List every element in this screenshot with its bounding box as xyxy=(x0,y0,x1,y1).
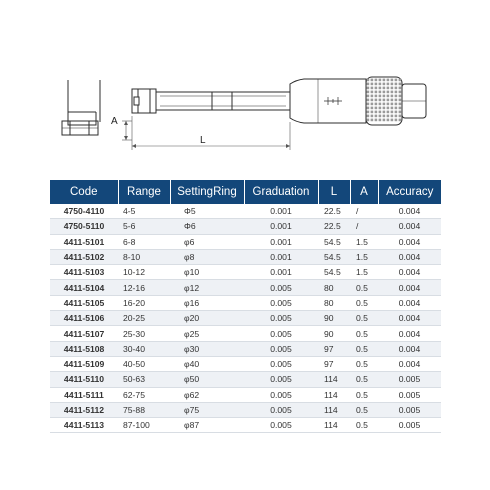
knurl-dot xyxy=(371,99,374,102)
cell-setting-ring: φ8 xyxy=(170,249,244,264)
knurl-dot xyxy=(391,87,394,90)
end-view xyxy=(62,80,100,135)
header-graduation: Graduation xyxy=(244,180,318,204)
knurl-dot xyxy=(371,79,374,82)
cell-setting-ring: φ50 xyxy=(170,372,244,387)
knurl-dot xyxy=(391,95,394,98)
knurl-dot xyxy=(375,91,378,94)
cell-l: 97 xyxy=(318,341,350,356)
cell-accuracy: 0.004 xyxy=(378,280,441,295)
knurl-dot xyxy=(387,83,390,86)
knurl-dot xyxy=(395,95,398,98)
knurl-dot xyxy=(387,103,390,106)
knurl-dot xyxy=(367,87,370,90)
cell-a: / xyxy=(350,219,378,234)
cell-setting-ring: φ30 xyxy=(170,341,244,356)
cell-range: 12-16 xyxy=(118,280,170,295)
knurl-dot xyxy=(367,83,370,86)
knurl-dot xyxy=(371,111,374,114)
header-range: Range xyxy=(118,180,170,204)
knurl-dot xyxy=(375,119,378,122)
cell-range: 4-5 xyxy=(118,204,170,219)
knurl-dot xyxy=(375,95,378,98)
cell-l: 80 xyxy=(318,295,350,310)
knurl-dot xyxy=(383,111,386,114)
header-setting-ring: SettingRing xyxy=(170,180,244,204)
cell-a: 1.5 xyxy=(350,265,378,280)
knurl-dot xyxy=(375,107,378,110)
knurl-dot xyxy=(399,119,402,122)
cell-code: 4411-5104 xyxy=(50,280,118,295)
knurl-dot xyxy=(387,87,390,90)
knurl-dot xyxy=(383,107,386,110)
cell-accuracy: 0.004 xyxy=(378,341,441,356)
cell-graduation: 0.005 xyxy=(244,326,318,341)
cell-l: 114 xyxy=(318,387,350,402)
cell-range: 87-100 xyxy=(118,418,170,433)
knurl-dot xyxy=(367,99,370,102)
cell-code: 4411-5108 xyxy=(50,341,118,356)
cell-setting-ring: φ12 xyxy=(170,280,244,295)
cell-graduation: 0.005 xyxy=(244,402,318,417)
table-row xyxy=(50,402,441,417)
table-row xyxy=(50,356,441,371)
knurl-dot xyxy=(371,87,374,90)
cell-l: 114 xyxy=(318,418,350,433)
cell-setting-ring: φ16 xyxy=(170,295,244,310)
cell-setting-ring: φ62 xyxy=(170,387,244,402)
knurl-dot xyxy=(387,111,390,114)
cell-a: 0.5 xyxy=(350,326,378,341)
cell-graduation: 0.001 xyxy=(244,234,318,249)
knurl-dot xyxy=(383,99,386,102)
cell-code: 4411-5112 xyxy=(50,402,118,417)
knurl-dot xyxy=(387,95,390,98)
knurl-dot xyxy=(367,91,370,94)
knurl-dot xyxy=(367,115,370,118)
cell-code: 4411-5106 xyxy=(50,311,118,326)
knurl-dot xyxy=(395,107,398,110)
cell-range: 40-50 xyxy=(118,356,170,371)
cell-a: 0.5 xyxy=(350,311,378,326)
dimension-a xyxy=(122,121,132,140)
cell-graduation: 0.005 xyxy=(244,356,318,371)
knurl-dot xyxy=(375,87,378,90)
header-a: A xyxy=(350,180,378,204)
table-row xyxy=(50,265,441,280)
knurl-dot xyxy=(379,99,382,102)
cell-graduation: 0.005 xyxy=(244,295,318,310)
cell-setting-ring: φ6 xyxy=(170,234,244,249)
cell-code: 4411-5103 xyxy=(50,265,118,280)
knurl-dot xyxy=(395,99,398,102)
knurl-dot xyxy=(383,95,386,98)
table-row xyxy=(50,418,441,433)
knurl-dot xyxy=(379,95,382,98)
knurl-dot xyxy=(379,79,382,82)
cell-range: 8-10 xyxy=(118,249,170,264)
knurl-dot xyxy=(379,87,382,90)
cell-a: 0.5 xyxy=(350,372,378,387)
knurl-dot xyxy=(399,83,402,86)
cell-setting-ring: φ75 xyxy=(170,402,244,417)
cell-range: 30-40 xyxy=(118,341,170,356)
cell-range: 20-25 xyxy=(118,311,170,326)
cell-code: 4411-5111 xyxy=(50,387,118,402)
dimension-l xyxy=(132,116,290,150)
cell-accuracy: 0.005 xyxy=(378,418,441,433)
knurl-dot xyxy=(399,107,402,110)
cell-a: 0.5 xyxy=(350,387,378,402)
cell-code: 4750-5110 xyxy=(50,219,118,234)
table-row xyxy=(50,387,441,402)
cell-l: 90 xyxy=(318,311,350,326)
cell-code: 4411-5109 xyxy=(50,356,118,371)
knurl-dot xyxy=(391,103,394,106)
table-row xyxy=(50,326,441,341)
knurl-dot xyxy=(375,103,378,106)
knurl-dot xyxy=(371,95,374,98)
knurl-dot xyxy=(383,83,386,86)
knurl-dot xyxy=(387,107,390,110)
micrometer-drawing xyxy=(0,0,490,170)
table-body xyxy=(50,204,441,433)
knurl-dot xyxy=(399,95,402,98)
cell-setting-ring: Φ6 xyxy=(170,219,244,234)
cell-graduation: 0.001 xyxy=(244,249,318,264)
knurl-dot xyxy=(367,79,370,82)
knurl-dot xyxy=(367,107,370,110)
cell-graduation: 0.005 xyxy=(244,341,318,356)
knurl-dot xyxy=(379,91,382,94)
cell-l: 54.5 xyxy=(318,234,350,249)
cell-l: 22.5 xyxy=(318,219,350,234)
cell-range: 75-88 xyxy=(118,402,170,417)
micrometer-body xyxy=(132,77,426,125)
knurl-dot xyxy=(375,99,378,102)
cell-graduation: 0.005 xyxy=(244,387,318,402)
knurl-dot xyxy=(371,91,374,94)
cell-accuracy: 0.004 xyxy=(378,219,441,234)
cell-setting-ring: φ87 xyxy=(170,418,244,433)
cell-accuracy: 0.004 xyxy=(378,265,441,280)
table-row xyxy=(50,341,441,356)
cell-a: 0.5 xyxy=(350,341,378,356)
knurl-dot xyxy=(391,99,394,102)
knurl-dot xyxy=(371,103,374,106)
knurl-dot xyxy=(379,111,382,114)
knurl-dot xyxy=(391,79,394,82)
knurl-dot xyxy=(399,79,402,82)
cell-accuracy: 0.004 xyxy=(378,234,441,249)
cell-l: 90 xyxy=(318,326,350,341)
cell-range: 62-75 xyxy=(118,387,170,402)
cell-a: 0.5 xyxy=(350,402,378,417)
knurl-dot xyxy=(399,87,402,90)
knurl-dot xyxy=(399,103,402,106)
knurl-dot xyxy=(399,111,402,114)
knurl-dot xyxy=(383,91,386,94)
cell-accuracy: 0.004 xyxy=(378,356,441,371)
header-accuracy: Accuracy xyxy=(378,180,441,204)
knurl-dot xyxy=(371,83,374,86)
table-row xyxy=(50,234,441,249)
table-row xyxy=(50,249,441,264)
knurl-dot xyxy=(387,99,390,102)
knurl-dot xyxy=(387,119,390,122)
knurl-dot xyxy=(383,87,386,90)
cell-setting-ring: φ10 xyxy=(170,265,244,280)
cell-a: / xyxy=(350,204,378,219)
cell-accuracy: 0.005 xyxy=(378,402,441,417)
cell-code: 4411-5107 xyxy=(50,326,118,341)
cell-l: 80 xyxy=(318,280,350,295)
knurl-dot xyxy=(375,79,378,82)
cell-code: 4411-5113 xyxy=(50,418,118,433)
knurl-dot xyxy=(395,91,398,94)
cell-graduation: 0.005 xyxy=(244,418,318,433)
cell-graduation: 0.001 xyxy=(244,265,318,280)
cell-range: 50-63 xyxy=(118,372,170,387)
knurl-dot xyxy=(383,79,386,82)
knurl-dot xyxy=(379,119,382,122)
cell-accuracy: 0.004 xyxy=(378,326,441,341)
cell-l: 114 xyxy=(318,372,350,387)
knurl-dot xyxy=(395,119,398,122)
cell-code: 4411-5105 xyxy=(50,295,118,310)
knurl-dot xyxy=(375,111,378,114)
header-l: L xyxy=(318,180,350,204)
cell-a: 0.5 xyxy=(350,356,378,371)
cell-a: 0.5 xyxy=(350,295,378,310)
cell-accuracy: 0.005 xyxy=(378,387,441,402)
header-code: Code xyxy=(50,180,118,204)
cell-a: 1.5 xyxy=(350,249,378,264)
knurl-dot xyxy=(371,119,374,122)
knurl-dot xyxy=(383,119,386,122)
knurl-dot xyxy=(379,115,382,118)
cell-setting-ring: φ20 xyxy=(170,311,244,326)
knurl-dot xyxy=(391,107,394,110)
cell-accuracy: 0.004 xyxy=(378,295,441,310)
cell-l: 97 xyxy=(318,356,350,371)
knurl-dot xyxy=(391,119,394,122)
dimension-l-label: L xyxy=(200,135,206,146)
knurl-dot xyxy=(367,119,370,122)
knurl-dot xyxy=(387,79,390,82)
table-row xyxy=(50,295,441,310)
cell-range: 5-6 xyxy=(118,219,170,234)
knurl-dot xyxy=(383,103,386,106)
table-row xyxy=(50,372,441,387)
cell-code: 4411-5102 xyxy=(50,249,118,264)
cell-l: 22.5 xyxy=(318,204,350,219)
cell-graduation: 0.001 xyxy=(244,204,318,219)
knurl-dot xyxy=(399,99,402,102)
knurl-dot xyxy=(375,83,378,86)
table-header-row xyxy=(50,180,441,204)
table-row xyxy=(50,280,441,295)
knurl-dot xyxy=(399,115,402,118)
knurl-dot xyxy=(387,91,390,94)
knurl-dot xyxy=(391,83,394,86)
knurl-dot xyxy=(395,115,398,118)
cell-range: 6-8 xyxy=(118,234,170,249)
cell-accuracy: 0.004 xyxy=(378,311,441,326)
knurl-dot xyxy=(375,115,378,118)
knurl-dot xyxy=(395,103,398,106)
table-row xyxy=(50,204,441,219)
cell-graduation: 0.005 xyxy=(244,372,318,387)
knurl-dot xyxy=(395,87,398,90)
table-row xyxy=(50,311,441,326)
cell-a: 0.5 xyxy=(350,418,378,433)
knurl-dot xyxy=(383,115,386,118)
cell-range: 10-12 xyxy=(118,265,170,280)
cell-code: 4411-5110 xyxy=(50,372,118,387)
cell-l: 114 xyxy=(318,402,350,417)
cell-accuracy: 0.004 xyxy=(378,204,441,219)
cell-code: 4411-5101 xyxy=(50,234,118,249)
cell-graduation: 0.005 xyxy=(244,280,318,295)
knurl-dot xyxy=(395,111,398,114)
cell-range: 25-30 xyxy=(118,326,170,341)
cell-graduation: 0.001 xyxy=(244,219,318,234)
cell-graduation: 0.005 xyxy=(244,311,318,326)
knurl-pattern xyxy=(367,79,402,122)
cell-l: 54.5 xyxy=(318,249,350,264)
knurl-dot xyxy=(391,111,394,114)
cell-l: 54.5 xyxy=(318,265,350,280)
cell-accuracy: 0.004 xyxy=(378,249,441,264)
cell-accuracy: 0.005 xyxy=(378,372,441,387)
knurl-dot xyxy=(371,115,374,118)
knurl-dot xyxy=(371,107,374,110)
knurl-dot xyxy=(399,91,402,94)
cell-range: 16-20 xyxy=(118,295,170,310)
knurl-dot xyxy=(379,83,382,86)
knurl-dot xyxy=(367,111,370,114)
cell-setting-ring: φ25 xyxy=(170,326,244,341)
dimension-a-label: A xyxy=(111,116,118,127)
cell-a: 0.5 xyxy=(350,280,378,295)
knurl-dot xyxy=(367,95,370,98)
cell-setting-ring: φ40 xyxy=(170,356,244,371)
knurl-dot xyxy=(379,103,382,106)
cell-setting-ring: Φ5 xyxy=(170,204,244,219)
spec-table xyxy=(50,180,441,433)
knurl-dot xyxy=(387,115,390,118)
knurl-dot xyxy=(395,83,398,86)
knurl-dot xyxy=(391,91,394,94)
table-row xyxy=(50,219,441,234)
knurl-dot xyxy=(379,107,382,110)
knurl-dot xyxy=(367,103,370,106)
knurl-dot xyxy=(391,115,394,118)
knurl-dot xyxy=(395,79,398,82)
cell-a: 1.5 xyxy=(350,234,378,249)
cell-code: 4750-4110 xyxy=(50,204,118,219)
